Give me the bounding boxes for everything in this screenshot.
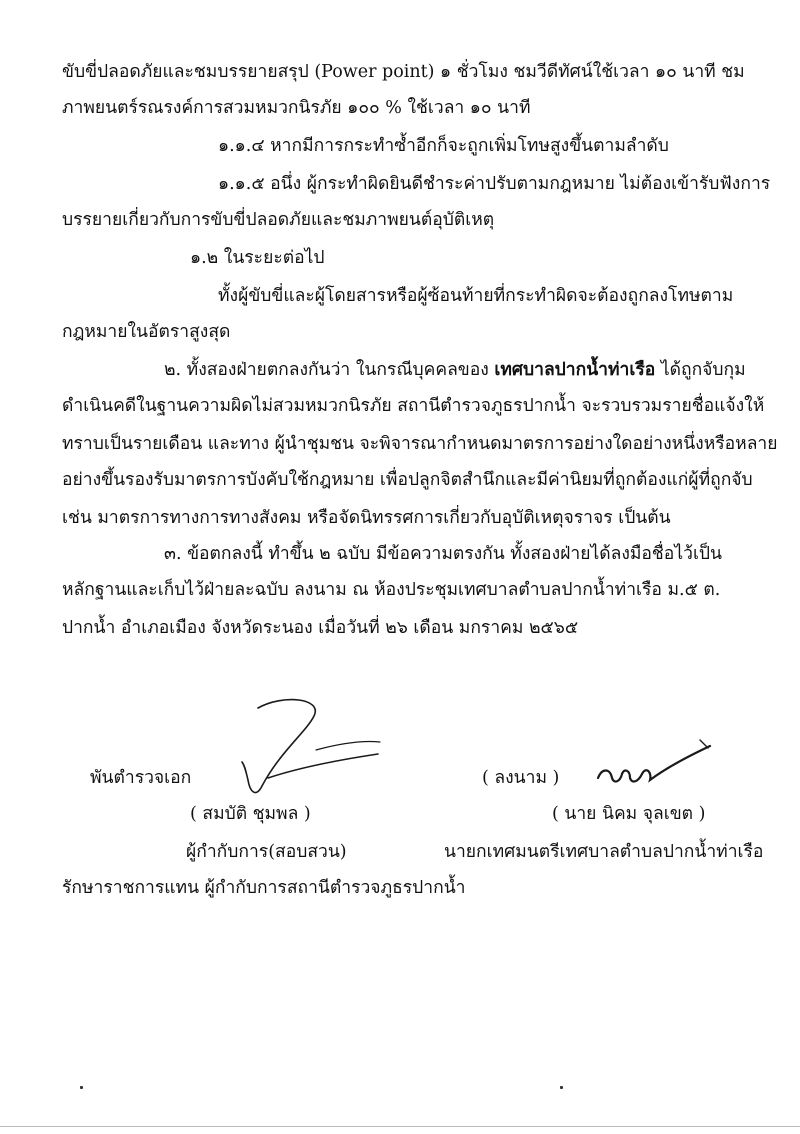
body-line-15: หลักฐานและเก็บไว้ฝ่ายละฉบับ ลงนาม ณ ห้องประชุมเทศบาลตำบลปากน้ำท่าเรือ ม.๕ ต. xyxy=(62,580,721,600)
scan-edge-line xyxy=(0,1126,800,1127)
body-line-10: ดำเนินคดีในฐานความผิดไม่สวมหมวกนิรภัย สถานีตำรวจภูธรปากน้ำ จะรวบรวมรายชื่อแจ้งให้ xyxy=(62,396,765,416)
left-signer-name: ( สมบัติ ชุมพล ) xyxy=(190,804,311,824)
right-signer-name: ( นาย นิคม จุลเขต ) xyxy=(552,804,706,824)
body-line-5: บรรยายเกี่ยวกับการขับขี่ปลอดภัยและชมภาพยนต์อุบัติเหตุ xyxy=(62,210,495,230)
body-line-11: ทราบเป็นรายเดือน และทาง ผู้นำชุมชน จะพิจารณากำหนดมาตรการอย่างใดอย่างหนึ่งหรือหลาย xyxy=(62,434,778,454)
left-signature-image xyxy=(228,694,388,804)
body-line-8: กฎหมายในอัตราสูงสุด xyxy=(62,322,231,342)
left-signer-acting: รักษาราชการแทน ผู้กำกับการสถานีตำรวจภูธรปากน้ำ xyxy=(62,878,466,898)
right-signature-image xyxy=(592,738,722,798)
clause-2-line xyxy=(164,358,746,382)
municipality-name: เทศบาลปากน้ำท่าเรือ xyxy=(494,360,656,380)
body-line-13: เช่น มาตรการทางการทางสังคม หรือจัดนิทรรศการเกี่ยวกับอุบัติเหตุจราจร เป็นต้น xyxy=(62,508,671,528)
body-line-7: ทั้งผู้ขับขี่และผู้โดยสารหรือผู้ซ้อนท้ายที่กระทำผิดจะต้องถูกลงโทษตาม xyxy=(218,286,734,306)
scan-speck xyxy=(560,1086,563,1089)
left-signer-rank: พันตำรวจเอก xyxy=(90,768,192,788)
clause-1-2: ๑.๒ ในระยะต่อไป xyxy=(190,248,325,268)
body-line-16: ปากน้ำ อำเภอเมือง จังหวัดระนอง เมื่อวันที่ ๒๖ เดือน มกราคม ๒๕๖๕ xyxy=(62,618,579,638)
signed-label: ( ลงนาม ) xyxy=(482,768,560,788)
clause-3: ๓. ข้อตกลงนี้ ทำขึ้น ๒ ฉบับ มีข้อความตรงกัน ทั้งสองฝ่ายได้ลงมือชื่อไว้เป็น xyxy=(164,544,723,564)
scan-speck xyxy=(80,1086,83,1089)
clause-1-1-5: ๑.๑.๕ อนึ่ง ผู้กระทำผิดยินดีชำระค่าปรับตามกฎหมาย ไม่ต้องเข้ารับฟังการ xyxy=(218,174,771,194)
body-line-2: ภาพยนตร์รณรงค์การสวมหมวกนิรภัย ๑๐๐ % ใช้เวลา ๑๐ นาที xyxy=(62,98,531,118)
right-signer-position: นายกเทศมนตรีเทศบาลตำบลปากน้ำท่าเรือ xyxy=(444,842,764,862)
body-line-1: ขับขี่ปลอดภัยและชมบรรยายสรุป (Power point) ๑ ชั่วโมง ชมวีดีทัศน์ใช้เวลา ๑๐ นาที ชม xyxy=(62,62,745,82)
body-line-12: อย่างขึ้นรองรับมาตรการบังคับใช้กฎหมาย เพื่อปลูกจิตสำนึกและมีค่านิยมที่ถูกต้องแก่ผู้ที่ถูกจับ xyxy=(62,470,753,490)
left-signer-position: ผู้กำกับการ(สอบสวน) xyxy=(186,842,347,862)
clause-2-text: ๒. ทั้งสองฝ่ายตกลงกันว่า ในกรณีบุคคลของ xyxy=(164,360,495,380)
clause-2-text-end: ได้ถูกจับกุม xyxy=(655,360,746,380)
clause-1-1-4: ๑.๑.๔ หากมีการกระทำซ้ำอีกก็จะถูกเพิ่มโทษสูงขึ้นตามลำดับ xyxy=(218,136,669,156)
